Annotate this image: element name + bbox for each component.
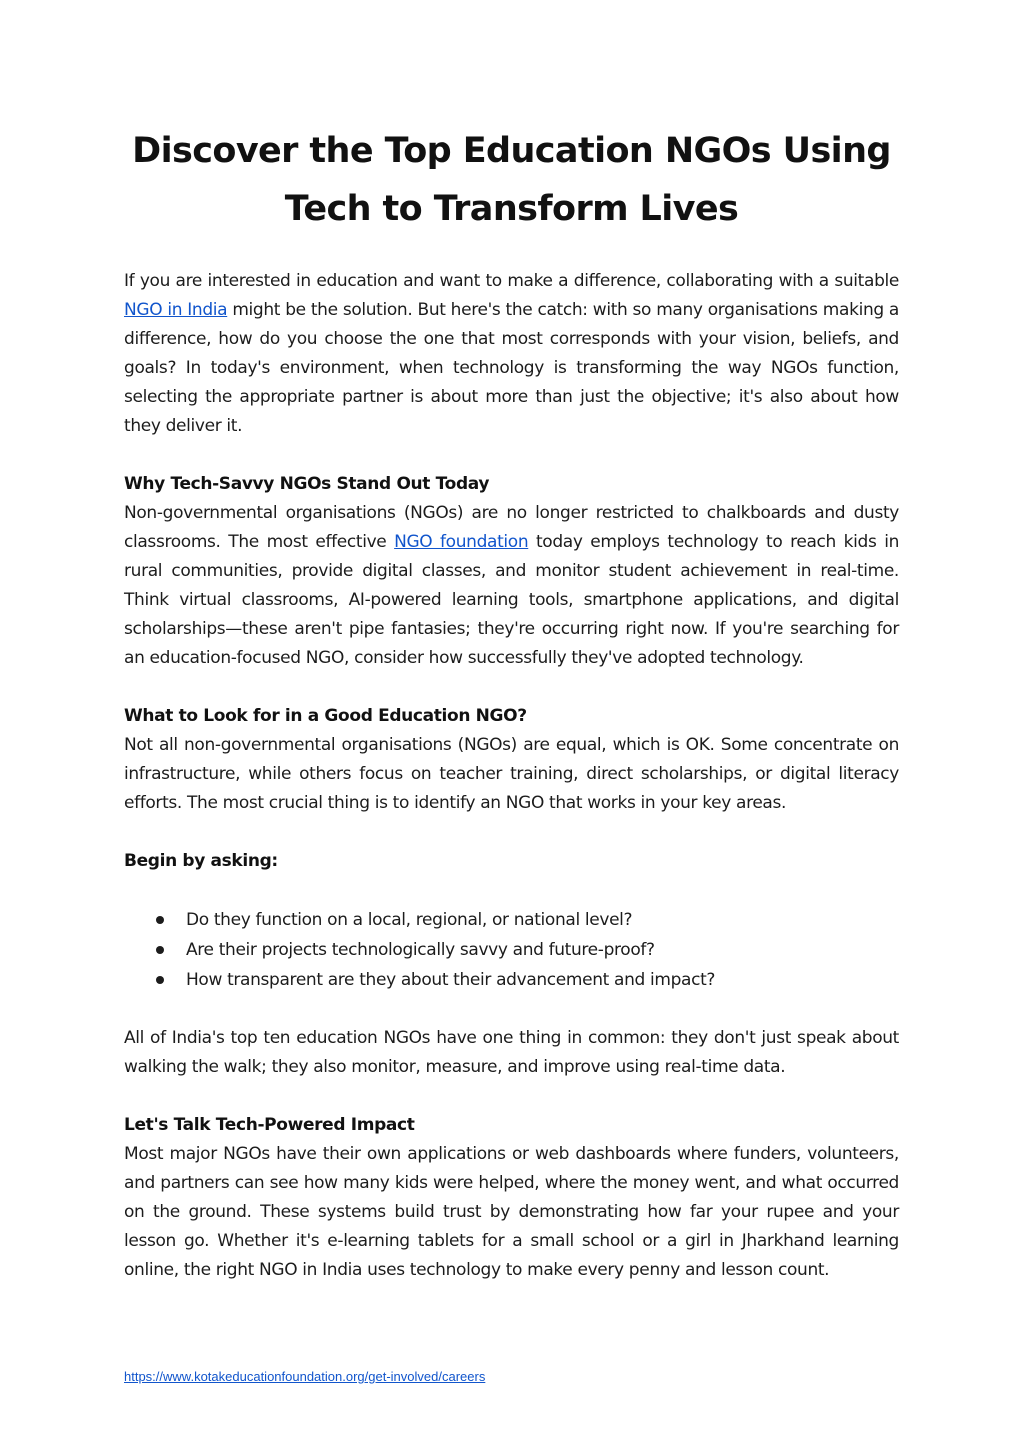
intro-text-start: If you are interested in education and want to make a difference, collaborating with a suitable	[124, 271, 899, 291]
top-ten-paragraph: All of India's top ten education NGOs have one thing in common: they don't just speak about walking the walk; they also monitor, measure, and improve using real-time data.	[124, 1028, 899, 1077]
intro-text-end: might be the solution. But here's the catch: with so many organisations making a difference, how do you choose the one that most corresponds with your vision, beliefs, and goals? In today's environment, when technology is transforming the way NGOs function, selecting the appropriate partner is about more than just the objective; it's also about how they deliver it.	[124, 300, 899, 436]
spacer	[124, 995, 899, 1024]
page-title-line-1: Discover the Top Education NGOs Using	[132, 131, 891, 171]
spacer	[124, 1082, 899, 1111]
section-heading-tech-savvy: Why Tech-Savvy NGOs Stand Out Today	[124, 474, 490, 494]
section-heading-tech-powered-impact: Let's Talk Tech-Powered Impact	[124, 1115, 415, 1135]
tech-savvy-text-start: Non-governmental organisations (NGOs) are no longer restricted to chalkboards and dusty classrooms. The most effective	[124, 503, 899, 552]
bullet-icon	[156, 916, 164, 924]
section-heading-what-to-look-for: What to Look for in a Good Education NGO?	[124, 706, 527, 726]
what-to-look-for-paragraph: Not all non-governmental organisations (NGOs) are equal, which is OK. Some concentrate on infrastructure, while others focus on teacher training, direct scholarships, or digital literacy efforts. The most crucial thing is to identify an NGO that works in your key areas.	[124, 735, 899, 813]
tech-powered-impact-paragraph: Most major NGOs have their own applications or web dashboards where funders, volunteers, and partners can see how many kids were helped, where the money went, and what occurred on the ground. These systems build trust by demonstrating how far your rupee and your lesson go. Whether it's e-learning tablets for a small school or a girl in Jharkhand learning online, the right NGO in India uses technology to make every penny and lesson count.	[124, 1144, 899, 1280]
spacer	[124, 876, 899, 905]
question-list	[124, 905, 899, 995]
footer-url-link[interactable]: https://www.kotakeducationfoundation.org/get-involved/careers	[124, 1369, 486, 1384]
list-item-text: How transparent are they about their advancement and impact?	[186, 970, 716, 990]
section-heading-begin-by-asking: Begin by asking:	[124, 851, 278, 871]
list-item	[124, 905, 899, 935]
list-item	[124, 965, 899, 995]
ngo-foundation-link[interactable]: NGO foundation	[394, 532, 529, 552]
spacer	[124, 818, 899, 847]
bullet-icon	[156, 946, 164, 954]
spacer	[124, 673, 899, 702]
ngo-in-india-link[interactable]: NGO in India	[124, 300, 228, 320]
spacer	[124, 441, 899, 470]
intro-paragraph	[124, 267, 899, 441]
list-item-text: Are their projects technologically savvy and future-proof?	[186, 940, 655, 960]
page-title-line-2: Tech to Transform Lives	[284, 189, 739, 229]
tech-savvy-text-end: today employs technology to reach kids in rural communities, provide digital classes, and monitor student achievement in real-time. Think virtual classrooms, AI-powered learning tools, smartphone applications, and digital scholarships—these aren't pipe fantasies; they're occurring right now. If you're searching for an education-focused NGO, consider how successfully they've adopted technology.	[124, 532, 900, 668]
bullet-icon	[156, 976, 164, 984]
list-item	[124, 935, 899, 965]
tech-savvy-paragraph	[124, 499, 899, 673]
document-body	[124, 267, 899, 1285]
page-title	[100, 122, 923, 238]
list-item-text: Do they function on a local, regional, or national level?	[186, 910, 633, 930]
